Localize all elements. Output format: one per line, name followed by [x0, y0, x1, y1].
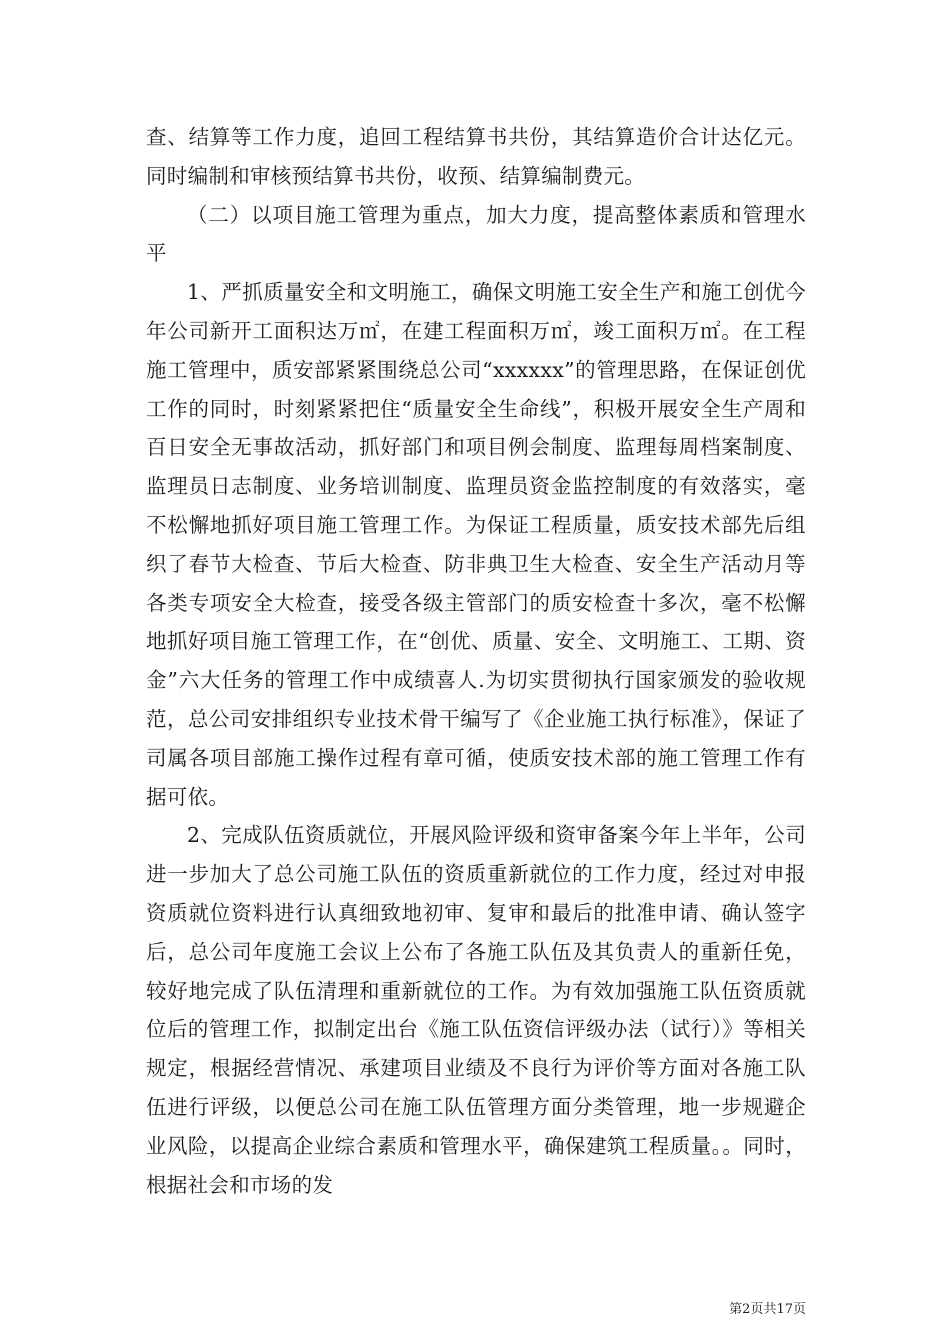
paragraph-team-qualification: 2、完成队伍资质就位，开展风险评级和资审备案今年上半年，公司进一步加大了总公司施工队伍的资质重新就位的工作力度，经过对申报资质就位资料进行认真细致地初审、复审和最后的批准申请、确认签字后，总公司年度施工会议上公布了各施工队伍及其负责人的重新任免，较好地完成了队伍清理和重新就位的工作。为有效加强施工队伍资质就位后的管理工作，拟制定出台《施工队伍资信评级办法（试行）》等相关规定，根据经营情况、承建项目业绩及不良行为评价等方面对各施工队伍进行评级，以便总公司在施工队伍管理方面分类管理，地一步规避企业风险，以提高企业综合素质和管理水平，确保建筑工程质量。。同时，根据社会和市场的发: [146, 823, 806, 1197]
section-heading-project-management: （二）以项目施工管理为重点，加大力度，提高整体素质和管理水平: [146, 202, 806, 266]
paragraph-quality-safety: 1、严抓质量安全和文明施工，确保文明施工安全生产和施工创优今年公司新开工面积达万㎡，在建工程面积万㎡，竣工面积万㎡。在工程施工管理中，质安部紧紧围绕总公司“xxxxxx”的管理思路，在保证创优工作的同时，时刻紧紧把住“质量安全生命线”，积极开展安全生产周和百日安全无事故活动，抓好部门和项目例会制度、监理每周档案制度、监理员日志制度、业务培训制度、监理员资金监控制度的有效落实，毫不松懈地抓好项目施工管理工作。为保证工程质量，质安技术部先后组织了春节大检查、节后大检查、防非典卫生大检查、安全生产活动月等各类专项安全大检查，接受各级主管部门的质安检查十多次，毫不松懈地抓好项目施工管理工作，在“创优、质量、安全、文明施工、工期、资金”六大任务的管理工作中成绩喜人.为切实贯彻执行国家颁发的验收规范，总公司安排组织专业技术骨干编写了《企业施工执行标准》，保证了司属各项目部施工操作过程有章可循，使质安技术部的施工管理工作有据可依。: [146, 280, 806, 809]
page-number-footer: 第2页共17页: [729, 1302, 806, 1317]
paragraph-settlement: 查、结算等工作力度，追回工程结算书共份，其结算造价合计达亿元。同时编制和审核预结算书共份，收预、结算编制费元。: [146, 125, 806, 188]
document-body: [146, 118, 806, 1204]
